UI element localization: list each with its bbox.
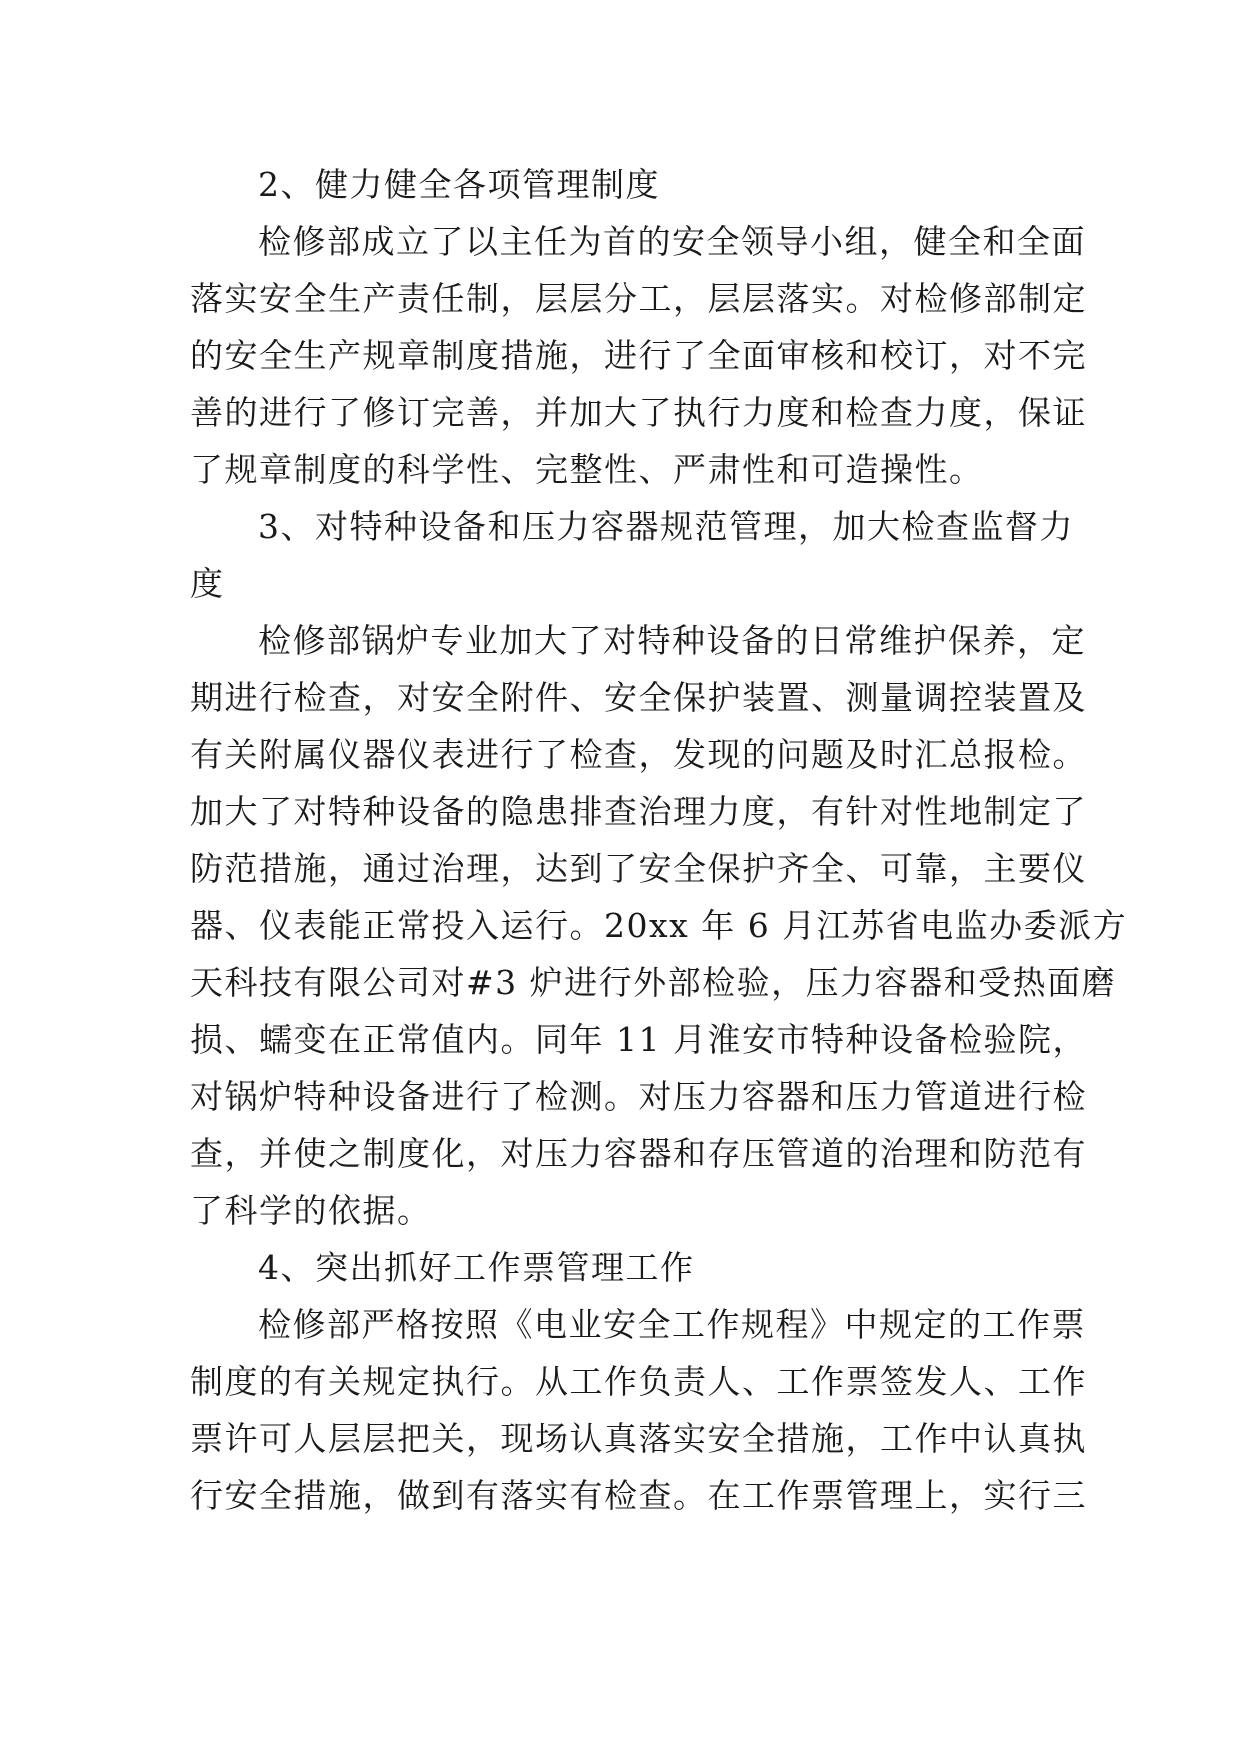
- paragraph-line: 期进行检查，对安全附件、安全保护装置、测量调控装置及: [190, 678, 1087, 717]
- paragraph-line: 善的进行了修订完善，并加大了执行力度和检查力度，保证: [190, 393, 1087, 432]
- paragraph-line: 防范措施，通过治理，达到了安全保护齐全、可靠，主要仪: [190, 849, 1087, 888]
- paragraph-line: 天科技有限公司对#3 炉进行外部检验，压力容器和受热面磨: [190, 963, 1117, 1002]
- paragraph-line: 检修部严格按照《电业安全工作规程》中规定的工作票: [258, 1305, 1086, 1344]
- paragraph-line: 落实安全生产责任制，层层分工，层层落实。对检修部制定: [190, 279, 1087, 318]
- paragraph-line: 检修部锅炉专业加大了对特种设备的日常维护保养，定: [258, 621, 1086, 660]
- paragraph-line: 制度的有关规定执行。从工作负责人、工作票签发人、工作: [190, 1362, 1087, 1401]
- heading-3: 3、对特种设备和压力容器规范管理，加大检查监督力: [258, 507, 1074, 546]
- paragraph-line: 的安全生产规章制度措施，进行了全面审核和校订，对不完: [190, 336, 1087, 375]
- heading-2: 2、健力健全各项管理制度: [258, 165, 660, 204]
- paragraph-line: 加大了对特种设备的隐患排查治理力度，有针对性地制定了: [190, 792, 1087, 831]
- paragraph-line: 了规章制度的科学性、完整性、严肃性和可造操性。: [190, 450, 984, 489]
- paragraph-line: 损、蠕变在正常值内。同年 11 月淮安市特种设备检验院，: [190, 1020, 1087, 1059]
- paragraph-line: 票许可人层层把关，现场认真落实安全措施，工作中认真执: [190, 1419, 1087, 1458]
- paragraph-line: 了科学的依据。: [190, 1191, 432, 1230]
- paragraph-line: 有关附属仪器仪表进行了检查，发现的问题及时汇总报检。: [190, 735, 1087, 774]
- paragraph-line: 器、仪表能正常投入运行。20xx 年 6 月江苏省电监办委派方: [190, 906, 1128, 945]
- paragraph-line: 检修部成立了以主任为首的安全领导小组，健全和全面: [258, 222, 1086, 261]
- heading-4: 4、突出抓好工作票管理工作: [258, 1248, 695, 1287]
- paragraph-line: 对锅炉特种设备进行了检测。对压力容器和压力管道进行检: [190, 1077, 1087, 1116]
- paragraph-line: 行安全措施，做到有落实有检查。在工作票管理上，实行三: [190, 1476, 1087, 1515]
- paragraph-line: 查，并使之制度化，对压力容器和存压管道的治理和防范有: [190, 1134, 1087, 1173]
- heading-3-continued: 度: [190, 564, 225, 603]
